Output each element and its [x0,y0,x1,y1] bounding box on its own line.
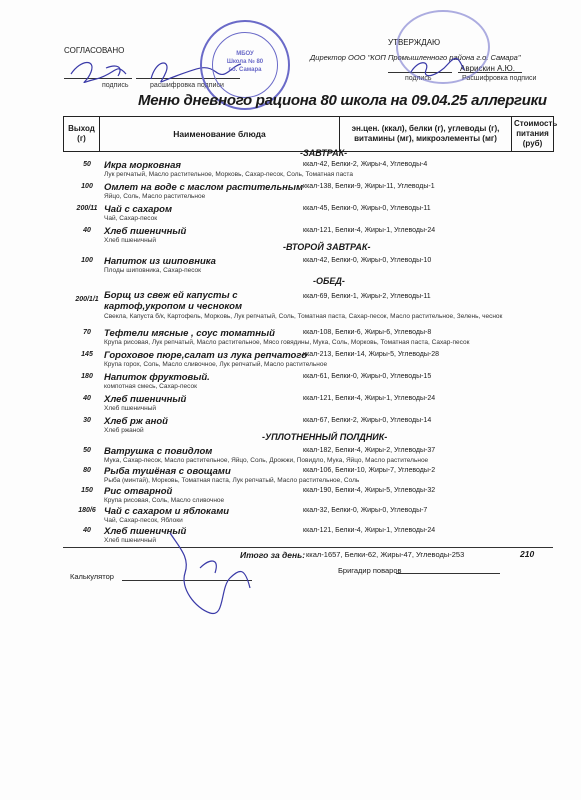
item-ingredients: Хлеб пшеничный [104,405,157,412]
item-nutrition: ккал-67, Белки-2, Жиры-0, Углеводы-14 [303,417,432,424]
agreed-sig-caption: подпись [102,82,129,89]
item-nutrition: ккал-121, Белки-4, Жиры-1, Углеводы-24 [303,227,436,234]
list-item [0,486,581,506]
item-ingredients: Крупа горох, Соль, Масло сливочное, Лук репчатый, Масло растительное [104,361,328,368]
item-name: Чай с сахаром [104,204,173,215]
list-item [0,204,581,224]
item-nutrition: ккал-182, Белки-4, Жиры-2, Углеводы-37 [303,447,436,454]
item-nutrition: ккал-121, Белки-4, Жиры-1, Углеводы-24 [303,395,436,402]
item-yield: 200/1/1 [75,296,99,303]
item-ingredients: Плоды шиповника, Сахар-песок [104,267,202,274]
item-ingredients: Хлеб пшеничный [104,537,157,544]
item-name: Хлеб пшеничный [104,394,187,405]
item-yield: 100 [81,257,93,264]
item-yield: 40 [83,227,91,234]
item-ingredients: Мука, Сахар-песок, Масло растительное, Яйцо, Соль, Дрожжи, Повидло, Мука, Яйцо, Масло растительное [104,457,429,464]
column-yield: Выход (г) [64,117,100,152]
item-ingredients: Чай, Сахар-песок [104,215,158,222]
stamp-line: Школа № 80 [226,59,264,65]
list-item [0,256,581,276]
item-ingredients: Лук репчатый, Масло растительное, Морковь, Сахар-песок, Соль, Томатная паста [104,171,353,178]
item-name: Тефтели мясные , соус томатный [104,328,275,339]
item-name: Напиток из шиповника [104,256,216,267]
stamp-line: г.о. Самара [228,67,262,73]
list-item [0,446,581,466]
list-item [0,526,581,546]
section-title: -ОБЕД- [313,276,345,286]
item-yield: 150 [81,487,93,494]
approved-label: УТВЕРЖДАЮ [388,38,441,47]
totals-label: Итого за день: [240,550,306,560]
item-nutrition: ккал-42, Белки-0, Жиры-0, Углеводы-10 [303,257,432,264]
menu-table-header [63,116,558,152]
item-yield: 200/11 [76,205,98,212]
item-nutrition: ккал-138, Белки-9, Жиры-11, Углеводы-1 [303,183,435,190]
item-nutrition: ккал-213, Белки-14, Жиры-5, Углеводы-28 [303,351,440,358]
item-name: Рис отварной [104,486,173,497]
item-yield: 40 [83,395,91,402]
list-item [0,182,581,202]
signature-calculator [150,528,270,620]
list-item [0,394,581,414]
page-title: Меню дневного рациона 80 школа на 09.04.25 аллергики [138,92,547,109]
item-name: Рыба тушёная с овощами [104,466,231,477]
list-item [0,506,581,526]
column-name: Наименование блюда [100,117,340,152]
item-yield: 30 [83,417,91,424]
director-name: Аврискин А.Ю. [460,64,515,73]
item-name: Хлеб пшеничный [104,226,187,237]
item-yield: 180/6 [78,507,96,514]
item-name: Омлет на воде с маслом растительным [104,182,303,193]
item-yield: 180 [81,373,93,380]
totals-cost: 210 [520,549,535,559]
item-ingredients: компотная смесь, Сахар-песок [104,383,197,390]
item-nutrition: ккал-121, Белки-4, Жиры-1, Углеводы-24 [303,527,436,534]
signature-director [408,56,468,78]
item-yield: 70 [83,329,91,336]
list-item [0,290,581,330]
stamp-line: МБОУ [236,51,254,57]
item-yield: 100 [81,183,93,190]
item-nutrition: ккал-69, Белки-1, Жиры-2, Углеводы-11 [303,293,431,300]
item-yield: 40 [83,527,91,534]
item-name: Гороховое пюре,салат из лука репчатого [104,350,307,361]
list-item [0,350,581,370]
item-nutrition: ккал-32, Белки-0, Жиры-0, Углеводы-7 [303,507,428,514]
totals-divider [63,547,553,548]
item-name: Напиток фруктовый. [104,372,210,383]
item-ingredients: Хлеб пшеничный [104,237,157,244]
item-name: Икра морковная [104,160,181,171]
chef-label: Бригадир поваров [338,566,402,575]
section-title: -ВТОРОЙ ЗАВТРАК- [283,242,371,252]
list-item [0,328,581,348]
item-yield: 80 [83,467,91,474]
item-name: Борщ из свеж ей капусты с картоф,укропом и чесноком [104,290,243,312]
director-decode-caption: Расшифровка подписи [462,75,537,82]
section-title: -УПЛОТНЕННЫЙ ПОЛДНИК- [262,432,388,442]
item-name: Чай с сахаром и яблоками [104,506,230,517]
section-title: -ЗАВТРАК- [300,148,348,158]
item-yield: 50 [83,447,91,454]
item-yield: 145 [81,351,93,358]
item-ingredients: Яйцо, Соль, Масло растительное [104,193,206,200]
item-name: Хлеб рж аной [104,416,168,427]
column-nutrition: эн.цен. (ккал), белки (г), углеводы (г), витамины (мг), микроэлементы (мг) [340,117,512,152]
totals-value: ккал-1657, Белки-62, Жиры-47, Углеводы-253 [306,550,465,559]
calculator-label: Калькулятор [70,572,114,581]
item-ingredients: Хлеб ржаной [104,427,144,434]
agreed-label: СОГЛАСОВАНО [64,46,125,55]
agreed-decode-caption: расшифровка подписи [150,82,224,89]
item-name: Ватрушка с повидлом [104,446,213,457]
list-item [0,372,581,392]
item-ingredients: Свекла, Капуста б/к, Картофель, Морковь, Лук репчатый, Соль, Томатная паста, Сахар-песок, Масло растительное, Зелень, чеснок [104,313,503,320]
director-title: Директор ООО "КОП Промышленного района г.о. Самара" [310,53,521,62]
item-ingredients: Крупа рисовая, Соль, Масло сливочное [104,497,225,504]
list-item [0,160,581,180]
item-nutrition: ккал-61, Белки-0, Жиры-0, Углеводы-15 [303,373,432,380]
item-nutrition: ккал-45, Белки-0, Жиры-0, Углеводы-11 [303,205,431,212]
item-yield: 50 [83,161,91,168]
item-nutrition: ккал-190, Белки-4, Жиры-5, Углеводы-32 [303,487,436,494]
item-nutrition: ккал-106, Белки-10, Жиры-7, Углеводы-2 [303,467,436,474]
item-nutrition: ккал-108, Белки-6, Жиры-6, Углеводы-8 [303,329,432,336]
item-ingredients: Рыба (минтай), Морковь, Томатная паста, Лук репчатый, Масло растительное, Соль [104,477,360,484]
item-ingredients: Чай, Сахар-песок, Яблоки [104,517,183,524]
item-name: Хлеб пшеничный [104,526,187,537]
chef-sig-line [396,573,500,574]
column-cost: Стоимость питания (руб) [512,117,554,152]
item-ingredients: Крупа рисовая, Лук репчатый, Масло растительное, Мясо говядины, Мука, Соль, Морковь, Томатная паста, Сахар-песок [104,339,470,346]
list-item [0,466,581,486]
director-sig-caption: подпись [405,75,432,82]
item-nutrition: ккал-42, Белки-2, Жиры-4, Углеводы-4 [303,161,428,168]
